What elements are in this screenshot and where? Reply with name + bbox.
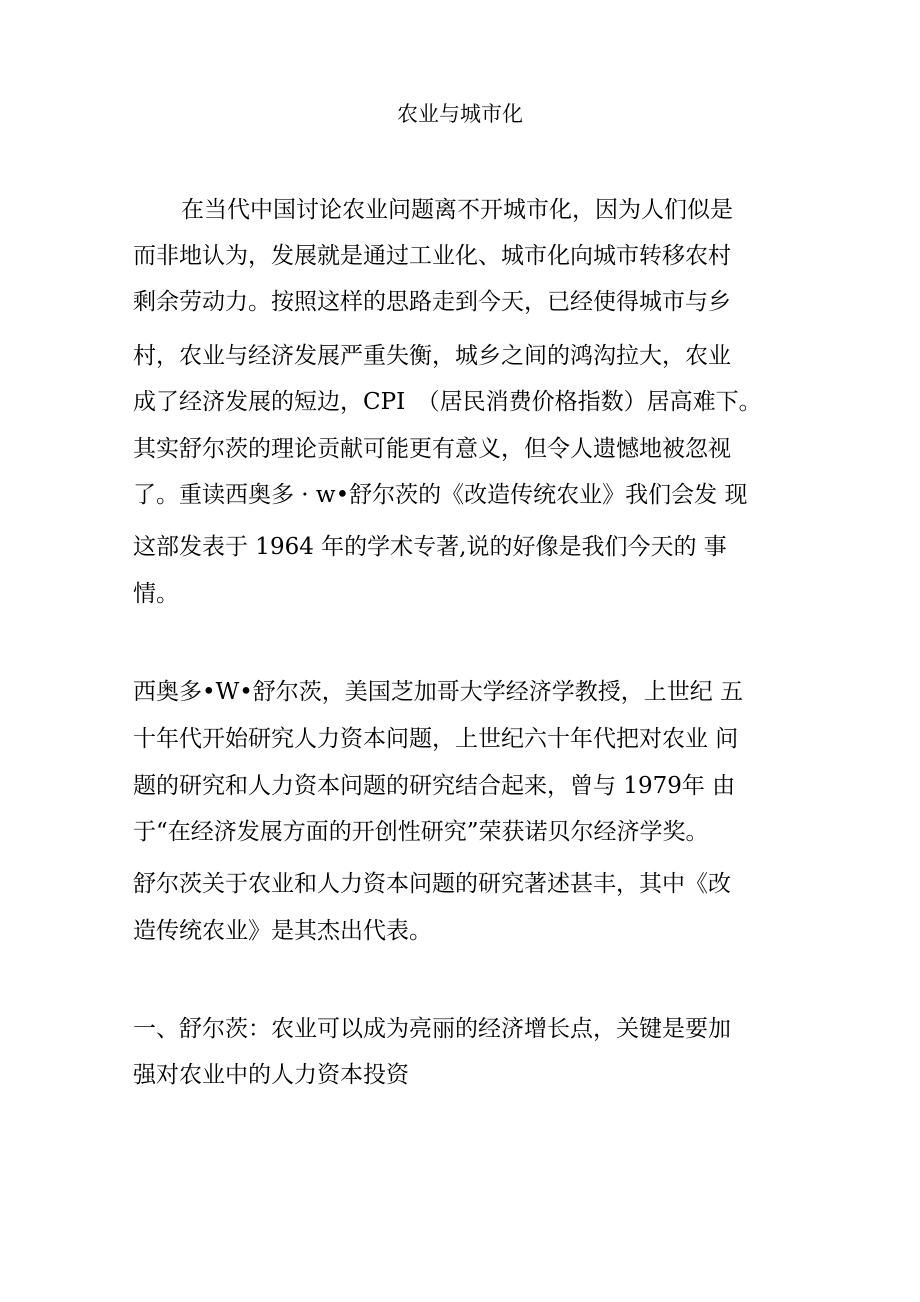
document-title: 农业与城市化 — [397, 102, 523, 126]
text-line: 剩余劳动力。按照这样的思路走到今天，已经使得城市与乡 — [133, 289, 731, 315]
text-line: 在当代中国讨论农业问题离不开城市化，因为人们似是 — [181, 197, 733, 223]
text-line: 题的研究和人力资本问题的研究结合起来，曾与 1979年 由 — [133, 773, 736, 799]
text-line: 了。重读西奥多 · w•舒尔茨的《改造传统农业》我们会发 现 — [133, 482, 748, 508]
text-line: 而非地认为，发展就是通过工业化、城市化向城市转移农村 — [133, 243, 731, 269]
text-line: 强对农业中的人力资本投资 — [133, 1062, 409, 1088]
text-line: 这部发表于 1964 年的学术专著,说的好像是我们今天的 事 — [133, 534, 727, 560]
text-line: 成了经济发展的短边，CPI （居民消费价格指数）居高难下。 — [133, 389, 762, 415]
text-line: 村，农业与经济发展严重失衡，城乡之间的鸿沟拉大，农业 — [133, 343, 731, 369]
text-line: 造传统农业》是其杰出代表。 — [133, 918, 432, 944]
text-line: 十年代开始研究人力资本问题，上世纪六十年代把对农业 问 — [133, 726, 739, 752]
text-line: 情。 — [133, 581, 179, 607]
text-line: 西奥多•W•舒尔茨，美国芝加哥大学经济学教授，上世纪 五 — [133, 679, 744, 705]
text-line: 舒尔茨关于农业和人力资本问题的研究著述甚丰，其中《改 — [133, 871, 731, 897]
text-line: 于“在经济发展方面的开创性研究”荣获诺贝尔经济学奖。 — [133, 819, 709, 845]
text-line: 一、舒尔茨：农业可以成为亮丽的经济增长点，关键是要加 — [133, 1016, 731, 1042]
text-line: 其实舒尔茨的理论贡献可能更有意义，但令人遗憾地被忽视 — [133, 436, 731, 462]
